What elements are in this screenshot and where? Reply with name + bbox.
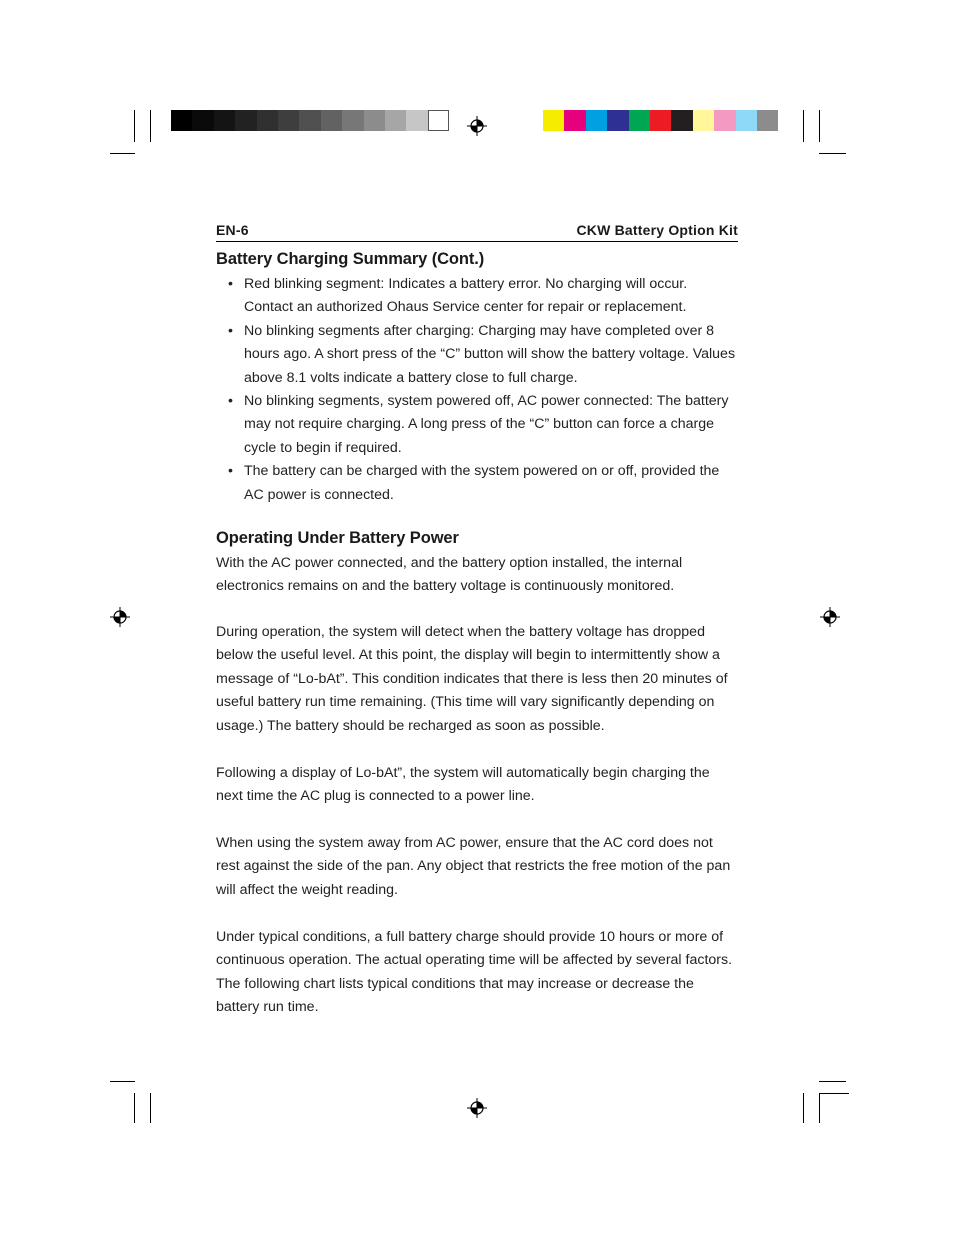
color-swatch [586,110,607,131]
color-swatch [736,110,757,131]
crop-mark-top-left-horizontal [110,153,135,154]
list-item-text: No blinking segments after charging: Charging may have completed over 8 hours ago. A short press of the “C” button will show the battery voltage. Values above 8.1 volts indicate a battery close to full charge. [244,322,736,386]
color-swatch [342,110,363,131]
list-item-text: Red blinking segment: Indicates a battery error. No charging will occur. Contact an authorized Ohaus Service center for repair or replacement. [244,276,688,316]
page-number: EN-6 [216,222,249,238]
section-heading-charging-summary: Battery Charging Summary (Cont.) [216,250,485,268]
color-swatch [757,110,778,131]
color-swatch [428,110,449,131]
color-swatch [278,110,299,131]
document-title: CKW Battery Option Kit [576,222,738,238]
crop-mark-top-right-vertical [803,110,804,142]
registration-target-icon [110,607,130,627]
color-swatch [214,110,235,131]
color-swatch [257,110,278,131]
color-swatch [406,110,427,131]
color-swatch [385,110,406,131]
crop-mark-bottom-right-vertical [803,1093,804,1123]
paragraph: Under typical conditions, a full battery charge should provide 10 hours or more of continuous operation. The actual operating time will be affected by several factors. The following chart lists typical conditions that may increase or decrease the battery run time. [216,929,733,1016]
crop-mark-bottom-left-horizontal [110,1081,135,1082]
color-swatch [192,110,213,131]
list-item: • The battery can be charged with the system powered on or off, provided the AC power is connected. [228,463,720,503]
crop-mark-top-left-vertical-2 [150,110,151,142]
crop-mark-top-left-vertical [134,110,135,142]
list-item-text: No blinking segments, system powered off, AC power connected: The battery may not require charging. A long press of the “C” button can force a charge cycle to begin if required. [244,393,729,456]
list-item: • No blinking segments after charging: Charging may have completed over 8 hours ago. A short press of the “C” button will show the battery voltage. Values above 8.1 volts indicate a battery close to full charge. [228,322,736,386]
color-swatch [299,110,320,131]
color-swatch [543,110,564,131]
color-swatch [235,110,256,131]
grayscale-color-bar [171,110,449,131]
color-swatch [714,110,735,131]
paragraph: Following a display of Lo-bAt”, the system will automatically begin charging the next time the AC plug is connected to a power line. [216,765,710,805]
paragraph: With the AC power connected, and the battery option installed, the internal electronics remains on and the battery voltage is continuously monitored. [216,555,683,595]
section-heading-battery-power: Operating Under Battery Power [216,529,459,547]
crop-mark-top-right-horizontal [819,153,846,154]
charging-summary-list [228,273,740,507]
paragraph: When using the system away from AC power, ensure that the AC cord does not rest against the side of the pan. Any object that restricts the free motion of the pan will affect the weight reading. [216,835,731,898]
registration-target-icon [467,1098,487,1118]
list-item: • No blinking segments, system powered off, AC power connected: The battery may not require charging. A long press of the “C” button can force a charge cycle to begin if required. [228,393,729,456]
color-swatch [171,110,192,131]
color-swatch [650,110,671,131]
crop-mark-top-right-vertical-2 [819,110,820,142]
paragraph: During operation, the system will detect when the battery voltage has dropped below the useful level. At this point, the display will begin to intermittently show a message of “Lo-bAt”. This condition indicates that there is less then 20 minutes of useful battery run time remaining. (This time will vary significantly depending on usage.) The battery should be recharged as soon as possible. [216,624,728,734]
registration-target-icon [820,607,840,627]
color-swatch [564,110,585,131]
running-header [216,220,738,242]
crop-mark-bottom-right-vertical-3 [819,1093,820,1123]
registration-target-icon [467,116,487,136]
crop-mark-bottom-left-vertical-2 [150,1093,151,1123]
list-item-text: The battery can be charged with the system powered on or off, provided the AC power is connected. [244,463,720,503]
crop-mark-bottom-left-vertical [134,1093,135,1123]
color-swatch [607,110,628,131]
color-swatch [629,110,650,131]
color-swatch [671,110,692,131]
list-item: • Red blinking segment: Indicates a battery error. No charging will occur. Contact an authorized Ohaus Service center for repair or replacement. [228,276,688,316]
color-swatch [364,110,385,131]
crop-mark-bottom-right-vertical-2 [819,1093,849,1094]
crop-mark-bottom-right-horizontal [819,1081,846,1082]
color-swatch [321,110,342,131]
color-swatch [693,110,714,131]
process-color-bar [543,110,778,131]
